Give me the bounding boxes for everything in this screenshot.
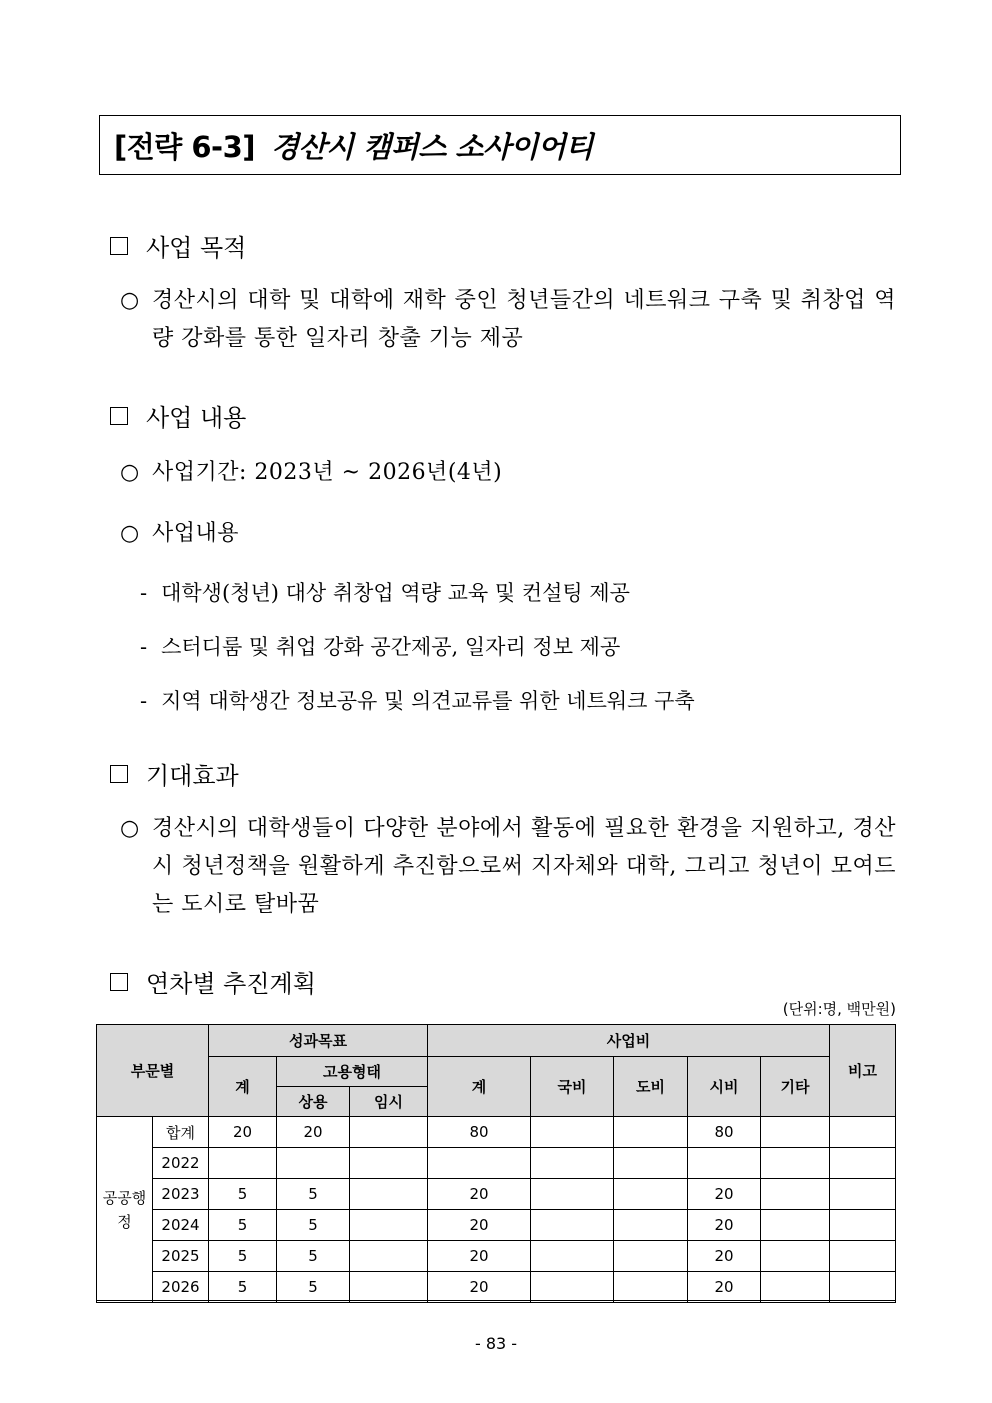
square-box-icon [110,973,128,991]
cell-other [761,1241,830,1272]
cell-label: 2025 [153,1241,209,1272]
section-heading-content: 사업 내용 [110,398,246,433]
cell-provincial [614,1272,688,1303]
cell-temporary [350,1148,428,1179]
cell-other [761,1117,830,1148]
header-city: 시비 [688,1057,761,1117]
cell-goal-total: 5 [209,1272,277,1303]
period-bullet: ○ 사업기간: 2023년 ~ 2026년(4년) [120,454,896,492]
header-regular: 상용 [277,1087,350,1117]
cell-national [531,1148,614,1179]
header-budget: 사업비 [428,1025,830,1057]
cell-budget-total: 20 [428,1272,531,1303]
table-row [97,1272,896,1303]
table-bottom-rule [96,1300,895,1303]
table-row [97,1210,896,1241]
cell-city: 20 [688,1179,761,1210]
cell-city [688,1148,761,1179]
header-national: 국비 [531,1057,614,1117]
cell-provincial [614,1241,688,1272]
cell-label: 2022 [153,1148,209,1179]
cell-provincial [614,1179,688,1210]
cell-regular: 5 [277,1179,350,1210]
cell-city: 20 [688,1272,761,1303]
cell-budget-total: 20 [428,1210,531,1241]
cell-other [761,1179,830,1210]
page-number: - 83 - [474,1334,518,1353]
cell-goal-total: 5 [209,1241,277,1272]
header-division: 부문별 [97,1025,209,1117]
cell-city: 80 [688,1117,761,1148]
cell-city: 20 [688,1241,761,1272]
cell-temporary [350,1241,428,1272]
cell-remark [830,1241,896,1272]
table-row [97,1148,896,1179]
strategy-title-box [99,115,901,175]
cell-budget-total [428,1148,531,1179]
header-goal: 성과목표 [209,1025,428,1057]
cell-budget-total: 80 [428,1117,531,1148]
header-employment-type: 고용형태 [277,1057,428,1087]
cell-regular: 20 [277,1117,350,1148]
section-heading-plan: 연차별 추진계획 [110,964,316,999]
cell-regular: 5 [277,1272,350,1303]
cell-national [531,1117,614,1148]
cell-label: 합계 [153,1117,209,1148]
cell-other [761,1210,830,1241]
circle-bullet-icon: ○ [120,288,140,313]
cell-remark [830,1117,896,1148]
cell-regular: 5 [277,1241,350,1272]
effect-bullet: ○ 경산시의 대학생들이 다양한 분야에서 활동에 필요한 환경을 지원하고, 경산시 청년정책을 원활하게 추진함으로써 지자체와 대학, 그리고 청년이 모여드는 도시로 탈바꿈 [120,810,896,924]
cell-label: 2023 [153,1179,209,1210]
cell-other [761,1272,830,1303]
table-row [97,1179,896,1210]
section-heading-purpose: 사업 목적 [110,228,246,263]
cell-goal-total: 20 [209,1117,277,1148]
cell-remark [830,1148,896,1179]
unit-label: (단위:명, 백만원) [782,1000,896,1018]
category-cell: 공공행정 [97,1117,153,1303]
cell-national [531,1210,614,1241]
content-item-2: - 스터디룸 및 취업 강화 공간제공, 일자리 정보 제공 [140,635,621,659]
cell-goal-total: 5 [209,1179,277,1210]
cell-other [761,1148,830,1179]
cell-label: 2024 [153,1210,209,1241]
cell-budget-total: 20 [428,1179,531,1210]
cell-regular [277,1148,350,1179]
header-temporary: 임시 [350,1087,428,1117]
header-budget-total: 계 [428,1057,531,1117]
cell-remark [830,1210,896,1241]
square-box-icon [110,407,128,425]
content-item-1: - 대학생(청년) 대상 취창업 역량 교육 및 컨설팅 제공 [140,581,630,605]
cell-national [531,1241,614,1272]
cell-remark [830,1179,896,1210]
strategy-title: 경산시 캠퍼스 소사이어티 [271,129,593,164]
circle-bullet-icon: ○ [120,521,140,546]
circle-bullet-icon: ○ [120,816,140,841]
cell-national [531,1272,614,1303]
cell-budget-total: 20 [428,1241,531,1272]
cell-temporary [350,1117,428,1148]
header-other: 기타 [761,1057,830,1117]
table-row [97,1117,896,1148]
cell-temporary [350,1179,428,1210]
cell-provincial [614,1210,688,1241]
content-bullet: ○ 사업내용 [120,515,896,553]
header-goal-total: 계 [209,1057,277,1117]
square-box-icon [110,237,128,255]
cell-temporary [350,1272,428,1303]
annual-plan-table [96,1024,896,1303]
cell-regular: 5 [277,1210,350,1241]
header-provincial: 도비 [614,1057,688,1117]
cell-remark [830,1272,896,1303]
cell-label: 2026 [153,1272,209,1303]
cell-goal-total: 5 [209,1210,277,1241]
cell-national [531,1179,614,1210]
table-row [97,1241,896,1272]
cell-temporary [350,1210,428,1241]
circle-bullet-icon: ○ [120,460,140,485]
cell-city: 20 [688,1210,761,1241]
content-item-3: - 지역 대학생간 정보공유 및 의견교류를 위한 네트워크 구축 [140,689,695,713]
header-remark: 비고 [830,1025,896,1117]
purpose-bullet: ○ 경산시의 대학 및 대학에 재학 중인 청년들간의 네트워크 구축 및 취창업 역량 강화를 통한 일자리 창출 기능 제공 [120,282,896,358]
cell-goal-total [209,1148,277,1179]
section-heading-effect: 기대효과 [110,756,239,791]
cell-provincial [614,1117,688,1148]
strategy-code: [전략 6-3] [114,129,256,164]
square-box-icon [110,765,128,783]
cell-provincial [614,1148,688,1179]
